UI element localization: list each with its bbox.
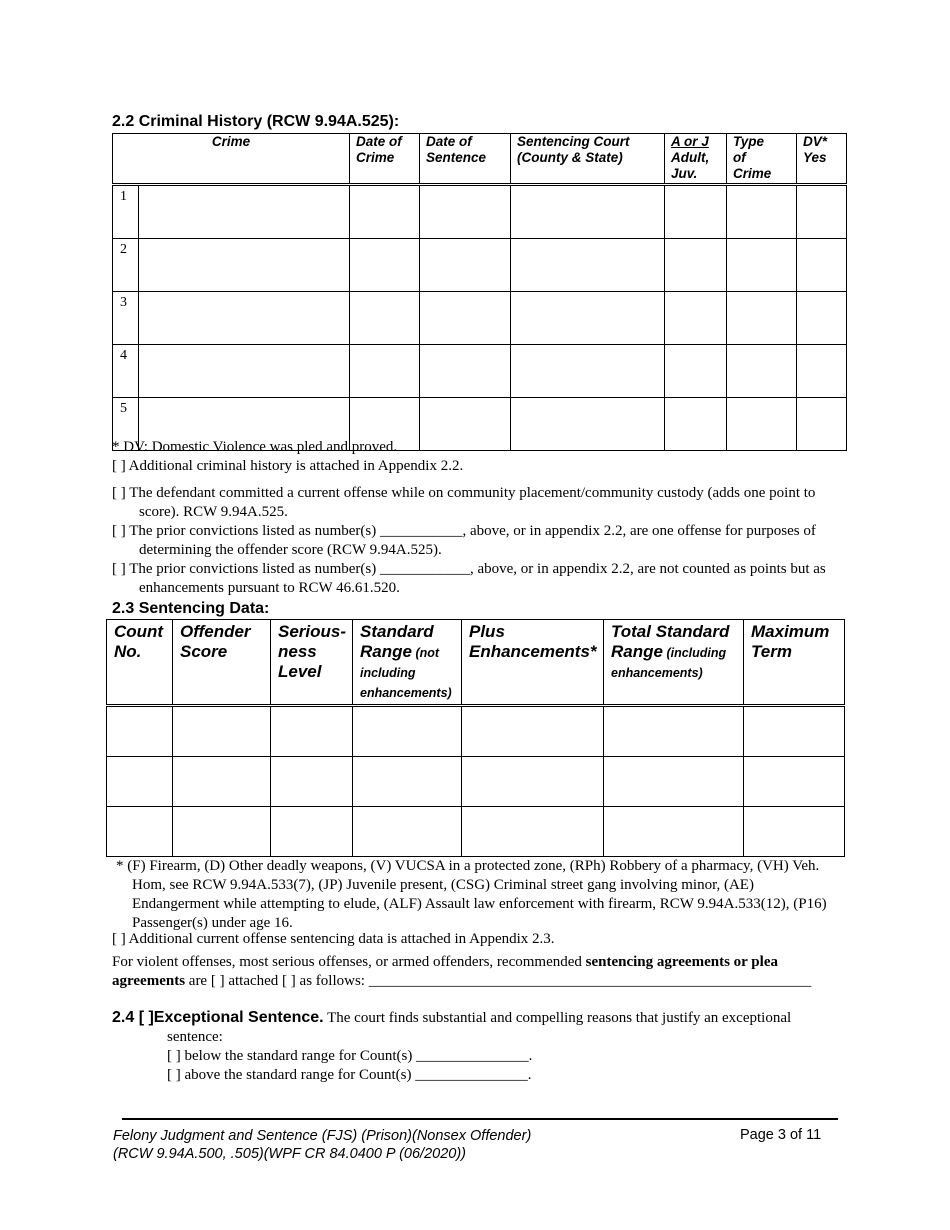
adult-juv-cell[interactable] — [665, 345, 727, 398]
total-standard-range-cell[interactable] — [604, 807, 744, 857]
row-number: 3 — [113, 292, 139, 345]
col-adult-juv: A or J Adult, Juv. — [665, 134, 727, 185]
seriousness-level-cell[interactable] — [271, 757, 353, 807]
dv-footnote: * DV: Domestic Violence was pled and proved. — [112, 439, 398, 455]
dv-cell[interactable] — [797, 239, 847, 292]
date-of-crime-cell[interactable] — [350, 292, 420, 345]
table-row — [113, 239, 847, 292]
appendix-2-2-checkbox-line[interactable]: [ ] Additional criminal history is attached in Appendix 2.2. — [112, 458, 464, 474]
table-row — [107, 807, 845, 857]
plus-enhancements-cell[interactable] — [462, 807, 604, 857]
community-custody-option[interactable]: [ ] The defendant committed a current offense while on community placement/community custody (adds one point to score). RCW 9.94A.525. — [112, 485, 816, 520]
section-2-3-title: 2.3 Sentencing Data: — [112, 600, 270, 617]
criminal-history-header-row — [113, 134, 847, 185]
seriousness-level-cell[interactable] — [271, 807, 353, 857]
page-number: Page 3 of 11 — [740, 1127, 822, 1143]
table-row — [113, 185, 847, 239]
sentencing-court-cell[interactable] — [511, 345, 665, 398]
dv-cell[interactable] — [797, 345, 847, 398]
col-sentencing-court: Sentencing Court (County & State) — [511, 134, 665, 185]
footer-form-title: Felony Judgment and Sentence (FJS) (Prison)(Nonsex Offender) (RCW 9.94A.500, .505)(WPF CR 84.0400 P (06/2020)) — [113, 1128, 532, 1162]
crime-cell[interactable] — [139, 292, 350, 345]
plus-enhancements-cell[interactable] — [462, 706, 604, 757]
enhancements-option[interactable]: [ ] The prior convictions listed as number(s) ____________, above, or in appendix 2.2, are not counted as points but as enhancements pursuant to RCW 46.61.520. — [112, 561, 826, 596]
appendix-2-3-checkbox-line[interactable]: [ ] Additional current offense sentencing data is attached in Appendix 2.3. — [112, 931, 555, 947]
row-number: 5 — [113, 398, 139, 451]
dv-cell[interactable] — [797, 292, 847, 345]
adult-juv-cell[interactable] — [665, 239, 727, 292]
col-seriousness-level: Serious- ness Level — [271, 620, 353, 706]
table-row — [107, 757, 845, 807]
col-crime: Crime — [113, 134, 350, 185]
same-criminal-conduct-option[interactable]: [ ] The prior convictions listed as number(s) ___________, above, or in appendix 2.2, are one offense for purposes of determining the offender score (RCW 9.94A.525). — [112, 523, 816, 558]
col-maximum-term: Maximum Term — [744, 620, 845, 706]
adult-juv-cell[interactable] — [665, 292, 727, 345]
col-date-of-crime: Date of Crime — [350, 134, 420, 185]
sentencing-court-cell[interactable] — [511, 185, 665, 239]
type-of-crime-cell[interactable] — [727, 239, 797, 292]
row-number: 1 — [113, 185, 139, 239]
col-plus-enhancements: Plus Enhancements* — [462, 620, 604, 706]
criminal-history-table — [112, 133, 847, 451]
below-range-checkbox-line[interactable]: [ ] below the standard range for Count(s) _______________. — [167, 1048, 533, 1064]
section-2-4: 2.4 [ ]Exceptional Sentence. The court finds substantial and compelling reasons that justify an exceptional sentence: [ ] below the standard range for Count(s) _______________. [ ] above the standard range for Count(s) _______________. — [112, 1008, 842, 1085]
count-no-cell[interactable] — [107, 807, 173, 857]
type-of-crime-cell[interactable] — [727, 345, 797, 398]
sentencing-header-row — [107, 620, 845, 706]
section-2-4-title[interactable]: 2.4 [ ]Exceptional Sentence. — [112, 1009, 324, 1026]
sentencing-court-cell[interactable] — [511, 239, 665, 292]
standard-range-cell[interactable] — [353, 757, 462, 807]
row-number: 2 — [113, 239, 139, 292]
date-of-sentence-cell[interactable] — [420, 239, 511, 292]
type-of-crime-cell[interactable] — [727, 292, 797, 345]
table-row — [107, 706, 845, 757]
col-date-of-sentence: Date of Sentence — [420, 134, 511, 185]
count-no-cell[interactable] — [107, 706, 173, 757]
sentencing-court-cell[interactable] — [511, 292, 665, 345]
crime-cell[interactable] — [139, 345, 350, 398]
date-of-sentence-cell[interactable] — [420, 345, 511, 398]
dv-cell[interactable] — [797, 185, 847, 239]
total-standard-range-cell[interactable] — [604, 706, 744, 757]
col-offender-score: Offender Score — [173, 620, 271, 706]
count-no-cell[interactable] — [107, 757, 173, 807]
maximum-term-cell[interactable] — [744, 706, 845, 757]
offender-score-cell[interactable] — [173, 757, 271, 807]
type-of-crime-cell[interactable] — [727, 185, 797, 239]
date-of-sentence-cell[interactable] — [420, 292, 511, 345]
adult-juv-cell[interactable] — [665, 185, 727, 239]
offender-score-cell[interactable] — [173, 706, 271, 757]
plus-enhancements-cell[interactable] — [462, 757, 604, 807]
col-count-no: Count No. — [107, 620, 173, 706]
footer-divider — [122, 1118, 838, 1120]
crime-cell[interactable] — [139, 185, 350, 239]
above-range-checkbox-line[interactable]: [ ] above the standard range for Count(s) _______________. — [167, 1067, 532, 1083]
col-standard-range: Standard Range (not including enhancements) — [353, 620, 462, 706]
date-of-crime-cell[interactable] — [350, 345, 420, 398]
offender-score-cell[interactable] — [173, 807, 271, 857]
sentencing-data-table — [106, 619, 845, 857]
table-row — [113, 292, 847, 345]
col-type-of-crime: Type of Crime — [727, 134, 797, 185]
row-number: 4 — [113, 345, 139, 398]
enhancements-footnote: * (F) Firearm, (D) Other deadly weapons, (V) VUCSA in a protected zone, (RPh) Robbery of a pharmacy, (VH) Veh. Hom, see RCW 9.94A.533(7), (JP) Juvenile present, (CSG) Criminal street gang involving minor, (AE) Endangerment while attempting to elude, (ALF) Assault law enforcement with firearm, RCW 9.94A.533(12), (P16) Passenger(s) under age 16. — [116, 858, 827, 931]
standard-range-cell[interactable] — [353, 706, 462, 757]
col-total-standard-range: Total Standard Range (including enhancements) — [604, 620, 744, 706]
col-dv-yes: DV* Yes — [797, 134, 847, 185]
crime-cell[interactable] — [139, 239, 350, 292]
date-of-crime-cell[interactable] — [350, 239, 420, 292]
total-standard-range-cell[interactable] — [604, 757, 744, 807]
section-2-2-title: 2.2 Criminal History (RCW 9.94A.525): — [112, 113, 400, 130]
seriousness-level-cell[interactable] — [271, 706, 353, 757]
plea-agreements-paragraph[interactable]: For violent offenses, most serious offenses, or armed offenders, recommended sentencing agreements or plea agreements are [ ] attached [ ] as follows: ___________________________________________________________ — [112, 954, 812, 989]
maximum-term-cell[interactable] — [744, 807, 845, 857]
maximum-term-cell[interactable] — [744, 757, 845, 807]
date-of-sentence-cell[interactable] — [420, 185, 511, 239]
standard-range-cell[interactable] — [353, 807, 462, 857]
table-row — [113, 345, 847, 398]
date-of-crime-cell[interactable] — [350, 185, 420, 239]
